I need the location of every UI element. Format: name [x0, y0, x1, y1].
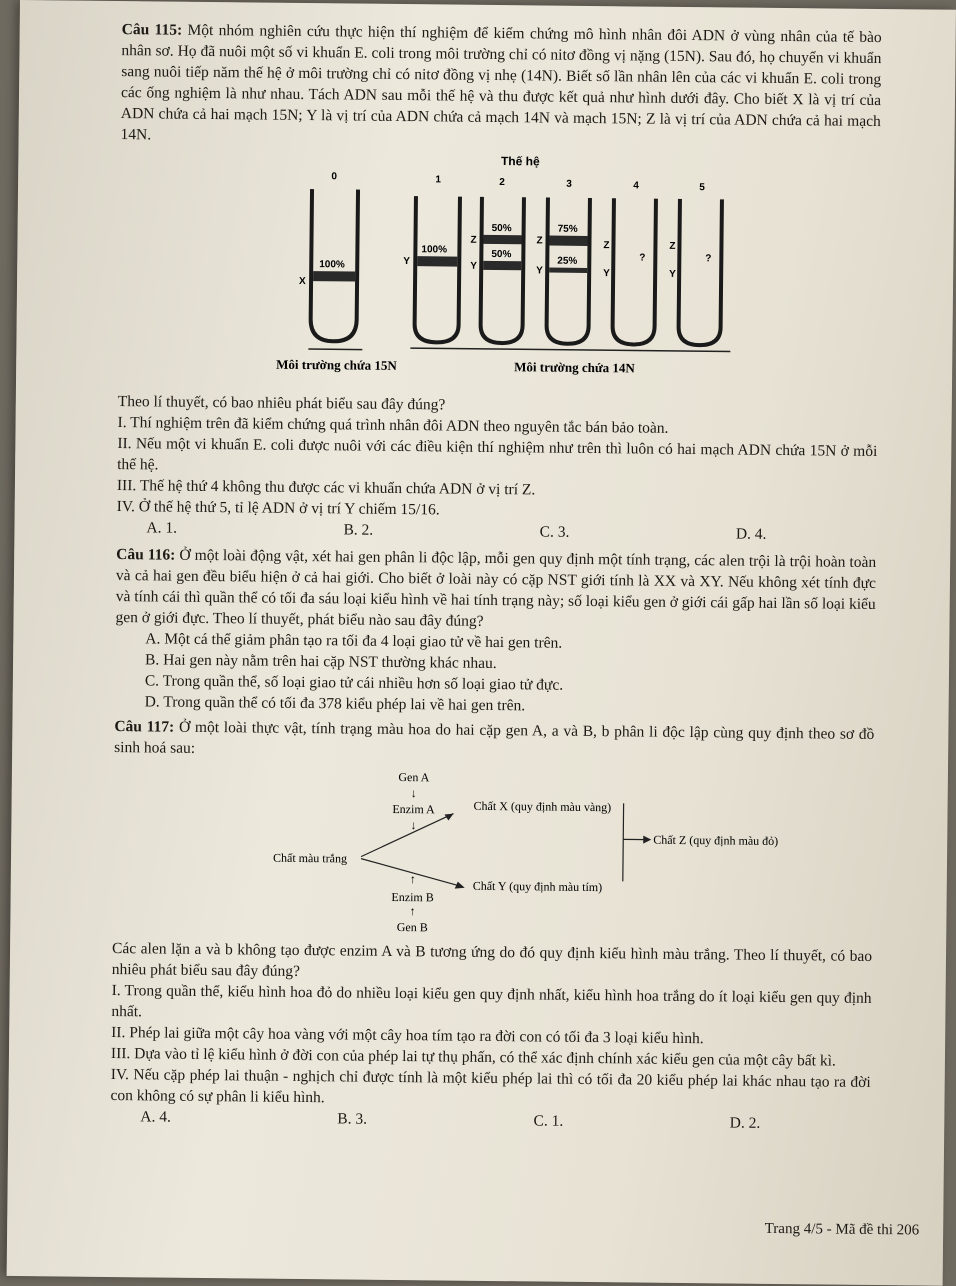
q115-option-c: C. 3. [540, 521, 570, 542]
bracket-xy [623, 803, 624, 881]
tube1-percent: 100% [421, 244, 447, 255]
tube5-unknown: ? [705, 253, 711, 264]
q117-pathway-diagram [112, 764, 874, 942]
bracket-14n [410, 348, 730, 351]
tube2-top-percent: 50% [492, 223, 512, 234]
q117-text: Các alen lặn a và b không tạo được enzim A và B tương ứng do đó quy định kiểu hình màu trắng. Theo lí thuyết, có bao nhiêu phát biểu sau đây đúng? [112, 938, 872, 988]
tube4-unknown: ? [639, 252, 645, 263]
gen-label-4: 4 [633, 180, 639, 191]
arrow-down-2: ↓ [410, 818, 416, 832]
arrow-up-2: ↑ [409, 904, 415, 918]
q117-statement-4: IV. Nếu cặp phép lai thuận - nghịch chỉ được tính là một kiểu phép lai thì có tối đa 20 kiểu phép lai khác nhau tạo ra đời con không có sự phân li kiểu hình. [110, 1064, 870, 1114]
tube3-top-percent: 75% [558, 224, 578, 235]
tube2-y-label: Y [470, 261, 477, 272]
q116-option-d: D. Trong quần thể có tối đa 378 kiểu phép lai về hai gen trên. [145, 691, 875, 720]
q117-title: Câu 117: [114, 718, 174, 736]
tube2-bottom-percent: 50% [491, 249, 511, 260]
gen-label-2: 2 [499, 177, 505, 188]
arrow-down-1: ↓ [411, 786, 417, 800]
tube4-z-label: Z [603, 240, 609, 251]
tube3-z-label: Z [536, 235, 542, 246]
exam-page [7, 0, 956, 1286]
q115-figure [118, 149, 880, 393]
q115-option-b: B. 2. [343, 519, 373, 540]
tube-gen-2 [480, 197, 524, 343]
q116-option-c: C. Trong quần thể, số loại giao tử cái nhiều hơn số loại giao tử đực. [145, 670, 875, 699]
q117-option-a: A. 4. [140, 1106, 171, 1127]
enzim-b-label: Enzim B [391, 890, 433, 904]
q115-option-d: D. 4. [736, 524, 767, 545]
q115-statement-3: III. Thế hệ thứ 4 không thu được các vi khuẩn chứa ADN ở vị trí Z. [117, 475, 877, 504]
q117-stem-paragraph [114, 716, 874, 766]
q115-statement-4: IV. Ở thế hệ thứ 5, tỉ lệ ADN ở vị trí Y chiếm 15/16. [117, 496, 877, 525]
chat-x-label: Chất X (quy định màu vàng) [474, 799, 612, 814]
q115-option-a: A. 1. [146, 517, 177, 538]
bracket-15n [308, 349, 362, 350]
tube0-percent: 100% [319, 259, 345, 270]
q117-option-b: B. 3. [337, 1108, 367, 1129]
tube3-bottom-percent: 25% [557, 256, 577, 267]
gen-label-1: 1 [435, 174, 441, 185]
page-footer: Trang 4/5 - Mã đề thi 206 [765, 1221, 920, 1240]
tube4-y-label: Y [603, 268, 610, 279]
gen-label-3: 3 [566, 179, 572, 190]
chat-z-label: Chất Z (quy định màu đỏ) [653, 833, 778, 848]
q115-stem: Một nhóm nghiên cứu thực hiện thí nghiệm để kiểm chứng mô hình nhân đôi ADN ở vùng nhân của tế bào nhân sơ. Họ đã nuôi một số vi khuẩn E. coli trong môi trường chỉ có nitơ đồng vị nặng (15N). Sau đó, họ chuyển vi khuẩn sang nuôi tiếp năm thế hệ ở môi trường chỉ có nitơ đồng vị nhẹ (14N). Biết số lần nhân lên của các vi khuẩn E. coli trong các ống nghiệm là như nhau. Tách ADN sau mỗi thế hệ và thu được kết quả như hình dưới đây. Cho biết X là vị trí của ADN chứa cả hai mạch 15N; Y là vị trí của ADN chứa cả mạch 14N và mạch 15N; Z là vị trí của ADN chứa cả hai mạch 14N. [121, 22, 882, 144]
tube5-z-label: Z [669, 241, 675, 252]
env-15n-label: Môi trường chứa 15N [276, 357, 397, 373]
arrow-up-1: ↑ [410, 872, 416, 886]
q116-stem: Ở một loài động vật, xét hai gen phân li độc lập, mỗi gen quy định một tính trạng, các alen trội là trội hoàn toàn và cả hai gen đều biểu hiện ở cả hai giới. Cho biết ở loài này có cặp NST giới tính là XX và XY. Nếu không xét tính đực và tính cái thì quần thể có tối đa sáu loại kiểu hình về hai tính trạng này; số loại kiểu gen ở giới cái gấp hai lần số loại kiểu gen ở giới đực. Theo lí thuyết, phát biểu nào sau đây đúng? [115, 547, 876, 630]
tube-gen-1 [414, 196, 460, 342]
q116-stem-paragraph [115, 544, 876, 636]
gen-b-label: Gen B [397, 920, 428, 934]
tube5-y-label: Y [669, 269, 676, 280]
tube3-y-label: Y [536, 265, 543, 276]
q117-option-d: D. 2. [730, 1112, 761, 1133]
figure-header: Thế hệ [501, 154, 540, 168]
gen-label-0: 0 [331, 171, 337, 182]
q117-stem: Ở một loài thực vật, tính trạng màu hoa do hai cặp gen A, a và B, b phân li độc lập cùng quy định theo sơ đồ sinh hoá sau: [114, 719, 874, 757]
q116-title: Câu 116: [116, 546, 175, 564]
q117-option-c: C. 1. [533, 1110, 563, 1131]
pathway-svg [112, 764, 814, 941]
tube2-z-label: Z [470, 235, 476, 246]
q116-option-b: B. Hai gen này nằm trên hai cặp NST thường khác nhau. [145, 649, 875, 678]
q115-statement-1: I. Thí nghiệm trên đã kiểm chứng quá trình nhân đôi ADN theo nguyên tắc bán bảo toàn. [117, 412, 877, 441]
page-content [110, 19, 882, 1135]
tube-gen-4 [612, 198, 656, 344]
q115-statement-2: II. Nếu một vi khuẩn E. coli được nuôi với các điều kiện thí nghiệm như trên thì luôn có hai mạch ADN chứa 15N ở mỗi thế hệ. [117, 433, 877, 483]
q116-option-a: A. Một cá thể giảm phân tạo ra tối đa 4 loại giao tử về hai gen trên. [145, 628, 875, 657]
enzim-a-label: Enzim A [392, 802, 435, 816]
arrow-to-x [361, 813, 453, 858]
dna-tubes-diagram [118, 149, 760, 392]
env-14n-label: Môi trường chứa 14N [514, 359, 635, 375]
q117-statement-2: II. Phép lai giữa một cây hoa vàng với một cây hoa tím tạo ra đời con có tối đa 3 loại kiểu hình. [111, 1022, 871, 1051]
chat-trang-label: Chất màu trắng [273, 851, 347, 866]
q117-statement-1: I. Trong quần thể, kiểu hình hoa đỏ do nhiều loại kiểu gen quy định nhất, kiểu hình hoa trắng do ít loại kiểu gen quy định nhất. [111, 980, 871, 1030]
tube0-x-label: X [299, 276, 306, 287]
gen-a-label: Gen A [398, 770, 429, 784]
gen-label-5: 5 [699, 182, 705, 193]
tube-gen-5 [678, 199, 722, 345]
q115-stem-paragraph [120, 19, 881, 153]
arrow-to-z-head [643, 836, 651, 844]
q115-question: Theo lí thuyết, có bao nhiêu phát biểu sau đây đúng? [118, 391, 878, 420]
tube-gen-3 [546, 198, 590, 344]
tube1-y-label: Y [403, 256, 410, 267]
chat-y-label: Chất Y (quy định màu tím) [473, 879, 603, 894]
q117-statement-3: III. Dựa vào tỉ lệ kiểu hình ở đời con của phép lai tự thụ phấn, có thể xác định chính xác kiểu gen của một cây bất kì. [111, 1043, 871, 1072]
q115-title: Câu 115: [122, 21, 183, 39]
